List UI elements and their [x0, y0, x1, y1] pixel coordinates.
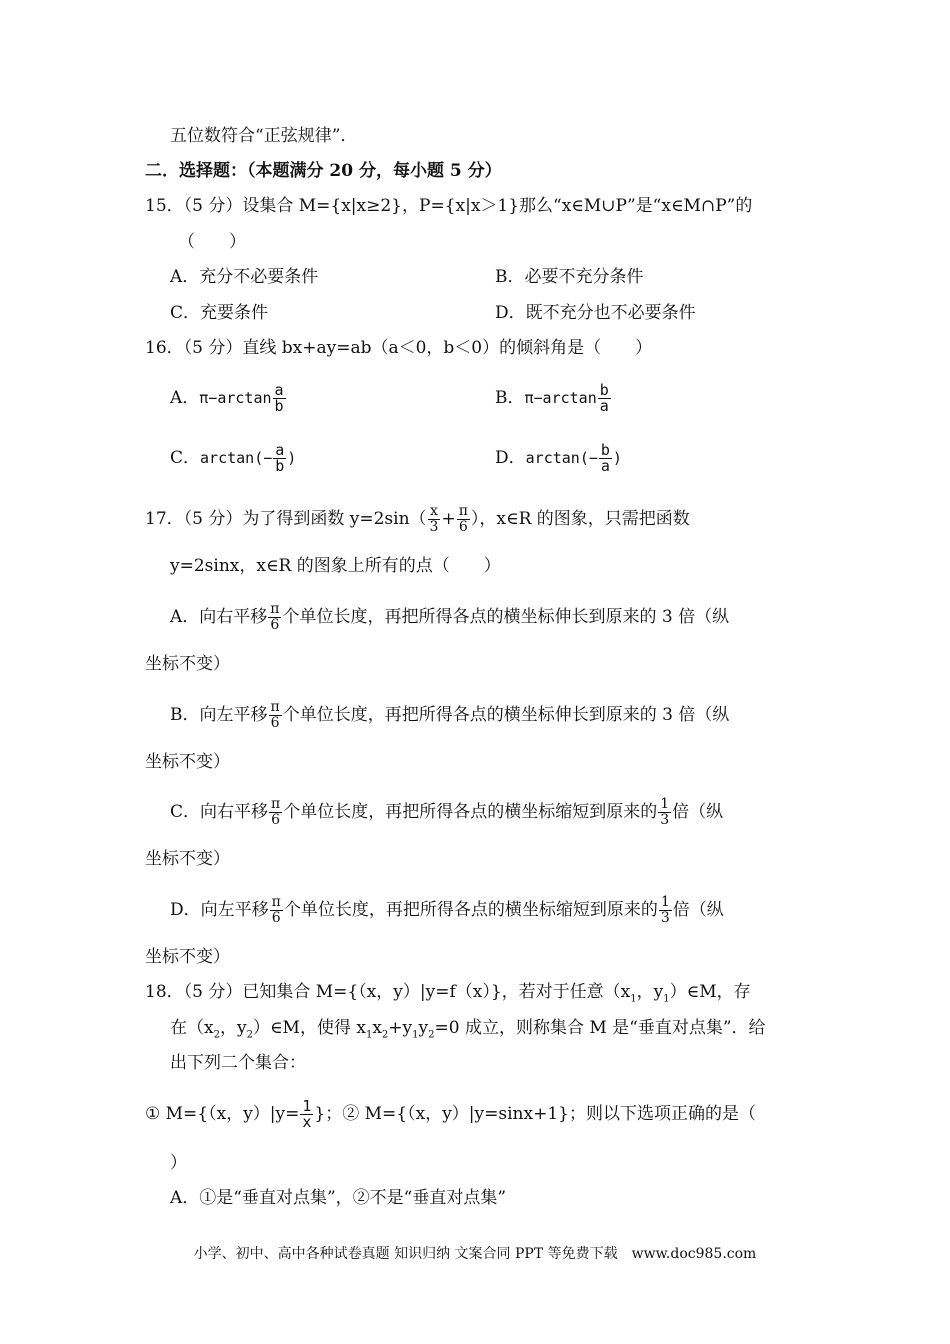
fraction-a-over-b: $\frac{a}{b}$: [275, 441, 285, 475]
question-15-paren: （ ）: [178, 232, 246, 252]
fraction-pi-over-6: $\frac{\pi}{6}$: [271, 796, 281, 828]
option-16a: [170, 383, 287, 414]
question-18: [145, 979, 751, 1012]
text-segment: ，y: [219, 1018, 247, 1038]
fraction-pi-over-6: $\frac{\pi}{6}$: [270, 699, 280, 731]
text-segment: 倍（纵: [672, 802, 724, 822]
option-label: B．: [495, 388, 525, 408]
fraction-pi-over-6: $\frac{\pi}{6}$: [270, 601, 280, 633]
question-15: 15．（5 分）设集合 M={x|x≥2}，P={x|x＞1}那么“x∈M∪P”是“x∈M∩P”的: [145, 196, 753, 216]
option-15d: D．既不充分也不必要条件: [495, 303, 696, 323]
option-16b: [495, 383, 612, 414]
math-expr: ): [612, 449, 622, 467]
subscript: 1: [365, 1029, 373, 1041]
fraction-b-over-a: $\frac{b}{a}$: [600, 441, 610, 475]
text-segment: +y: [388, 1018, 413, 1038]
question-18-line5: ）: [170, 1153, 187, 1173]
text-segment: ）∈M，存: [669, 982, 751, 1002]
text-segment: =0 成立，则称集合 M 是“垂直对点集”．给: [434, 1018, 766, 1038]
page-footer: 小学、初中、高中各种试卷真题 知识归纳 文案合同 PPT 等免费下载 www.doc985.com: [193, 1246, 757, 1262]
text-segment: 在（x: [170, 1018, 214, 1038]
fraction-pi-over-6: $\frac{\pi}{6}$: [458, 503, 468, 535]
math-expr: π−arctan: [524, 389, 597, 407]
text-segment: ① M={（x，y）|y=: [145, 1104, 300, 1124]
text-segment: A．向右平移: [170, 607, 268, 627]
question-18-line2: [170, 1015, 766, 1048]
option-17c: [170, 797, 723, 828]
subscript: 2: [381, 1029, 389, 1041]
text-segment: B．向左平移: [170, 705, 268, 725]
text-segment: 个单位长度，再把所得各点的横坐标缩短到原来的: [283, 900, 658, 920]
math-expr: π−arctan: [199, 389, 272, 407]
text-segment: 个单位长度，再把所得各点的横坐标缩短到原来的: [283, 802, 658, 822]
option-17d: [170, 895, 724, 926]
option-17b-tail: 坐标不变）: [145, 752, 230, 772]
text-segment: y: [418, 1018, 429, 1038]
subscript: 2: [246, 1029, 253, 1041]
section-heading: 二．选择题：（本题满分 20 分，每小题 5 分）: [145, 161, 502, 181]
text-segment: 18．（5 分）已知集合 M={（x，y）|y=f（x）}，若对于任意（x: [145, 982, 631, 1002]
option-18a: A．①是“垂直对点集”，②不是“垂直对点集”: [170, 1188, 507, 1208]
option-15c: C．充要条件: [170, 303, 269, 323]
text-segment: C．向右平移: [170, 802, 269, 822]
subscript: 1: [663, 993, 670, 1005]
question-18-line3: 出下列二个集合：: [170, 1053, 306, 1073]
text-segment: 倍（纵: [672, 900, 724, 920]
option-label: D．: [495, 448, 526, 468]
math-expr: arctan(−: [200, 449, 273, 467]
text-segment: D．向左平移: [170, 900, 269, 920]
subscript: 2: [428, 1029, 435, 1041]
option-label: C．: [170, 448, 201, 468]
text-segment: 个单位长度，再把所得各点的横坐标伸长到原来的 3 倍（纵: [282, 607, 730, 627]
text-segment: x: [372, 1018, 382, 1038]
option-16d: [495, 443, 622, 474]
option-17b: [170, 700, 729, 731]
text-segment: }；② M={（x，y）|y=sinx+1}；则以下选项正确的是（: [314, 1104, 756, 1124]
text-segment: +: [441, 509, 456, 529]
option-17c-tail: 坐标不变）: [145, 849, 230, 869]
math-expr: ): [287, 449, 297, 467]
text-segment: 个单位长度，再把所得各点的横坐标伸长到原来的 3 倍（纵: [282, 705, 730, 725]
question-18-line4: [145, 1099, 756, 1130]
math-expr: arctan(−: [525, 449, 598, 467]
option-15a: A．充分不必要条件: [170, 267, 319, 287]
text-line: 五位数符合“正弦规律”．: [170, 126, 358, 146]
option-17d-tail: 坐标不变）: [145, 947, 230, 967]
fraction-1-over-3: $\frac{1}{3}$: [660, 894, 670, 926]
text-segment: ）∈M，使得 x: [252, 1018, 366, 1038]
fraction-1-over-3: $\frac{1}{3}$: [660, 796, 670, 828]
subscript: 2: [213, 1029, 220, 1041]
question-16: 16．（5 分）直线 bx+ay=ab（a＜0，b＜0）的倾斜角是（ ）: [145, 338, 653, 358]
question-17-line2: y=2sinx，x∈R 的图象上所有的点（ ）: [170, 556, 501, 576]
question-17: [145, 504, 690, 535]
text-segment: ，y: [636, 982, 664, 1002]
fraction-x-over-3: $\frac{x}{3}$: [429, 503, 439, 535]
option-17a: [170, 602, 729, 633]
subscript: 1: [412, 1029, 419, 1041]
fraction-1-over-x: $\frac{1}{x}$: [302, 1097, 312, 1131]
fraction-a-over-b: $\frac{a}{b}$: [274, 381, 284, 415]
option-17a-tail: 坐标不变）: [145, 654, 230, 674]
fraction-b-over-a: $\frac{b}{a}$: [599, 381, 609, 415]
option-15b: B．必要不充分条件: [495, 267, 644, 287]
subscript: 1: [630, 993, 637, 1005]
text-segment: ），x∈R 的图象，只需把函数: [470, 509, 690, 529]
option-16c: [170, 443, 296, 474]
text-segment: 17．（5 分）为了得到函数 y=2sin（: [145, 509, 427, 529]
option-label: A．: [170, 388, 200, 408]
fraction-pi-over-6: $\frac{\pi}{6}$: [271, 894, 281, 926]
